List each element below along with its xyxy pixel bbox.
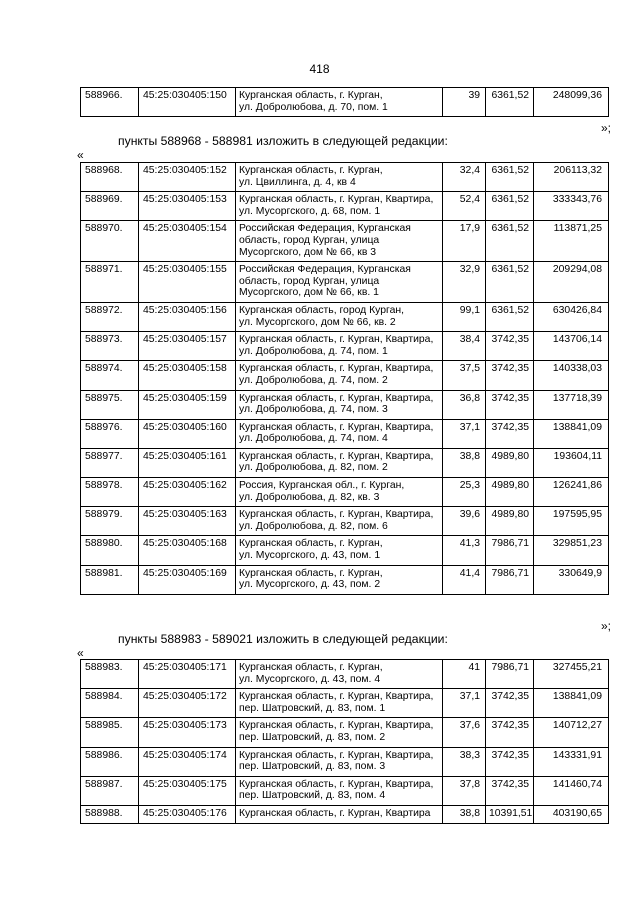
area-cell: 41,3: [443, 536, 486, 565]
value-cell: 137718,39: [534, 390, 609, 419]
address-line: Российская Федерация, Курганская: [239, 223, 411, 235]
value-cell: 248099,36: [534, 88, 609, 117]
value-cell: 138841,09: [534, 689, 609, 718]
rate-cell: 3742,35: [486, 390, 534, 419]
address-line: Курганская область, город Курган,: [239, 304, 404, 316]
address-cell: [236, 805, 443, 823]
cadastral-number-cell: 45:25:030405:150: [139, 88, 236, 117]
item-number-cell: 588971.: [81, 262, 139, 303]
area-cell: 38,8: [443, 805, 486, 823]
table-row: [81, 192, 609, 221]
item-number-cell: 588984.: [81, 689, 139, 718]
address-line: Курганская область, г. Курган, Квартира,: [239, 691, 434, 703]
table-row: [81, 776, 609, 805]
address-line: ул. Добролюбова, д. 70, пом. 1: [239, 101, 388, 113]
area-cell: 37,1: [443, 419, 486, 448]
address-cell: [236, 718, 443, 747]
cadastral-number-cell: 45:25:030405:162: [139, 478, 236, 507]
address-cell: [236, 747, 443, 776]
address-line: пер. Шатровский, д. 83, пом. 3: [239, 761, 386, 773]
address-line: ул. Добролюбова, д. 82, кв. 3: [239, 491, 380, 503]
address-line: Курганская область, г. Курган, Квартира,: [239, 778, 434, 790]
item-number-cell: 588980.: [81, 536, 139, 565]
address-cell: [236, 361, 443, 390]
address-cell: [236, 390, 443, 419]
item-number-cell: 588981.: [81, 565, 139, 594]
item-number-cell: 588979.: [81, 507, 139, 536]
address-cell: [236, 88, 443, 117]
page-number: 418: [309, 62, 330, 76]
cadastral-number-cell: 45:25:030405:163: [139, 507, 236, 536]
rate-cell: 6361,52: [486, 221, 534, 262]
address-cell: [236, 776, 443, 805]
cadastral-number-cell: 45:25:030405:153: [139, 192, 236, 221]
item-number-cell: 588988.: [81, 805, 139, 823]
table-row: [81, 419, 609, 448]
address-line: Курганская область, г. Курган,: [239, 165, 383, 176]
address-line: Курганская область, г. Курган, Квартира,: [239, 421, 434, 433]
address-line: ул. Добролюбова, д. 82, пом. 2: [239, 462, 388, 474]
cadastral-number-cell: 45:25:030405:156: [139, 302, 236, 331]
cadastral-number-cell: 45:25:030405:158: [139, 361, 236, 390]
address-line: Мусоргского, дом № 66, кв 3: [239, 246, 377, 258]
table-row: [81, 805, 609, 823]
address-cell: [236, 332, 443, 361]
item-number-cell: 588978.: [81, 478, 139, 507]
cadastral-number-cell: 45:25:030405:173: [139, 718, 236, 747]
area-cell: 38,4: [443, 332, 486, 361]
area-cell: 38,8: [443, 448, 486, 477]
rate-cell: 6361,52: [486, 163, 534, 192]
rate-cell: 6361,52: [486, 262, 534, 303]
value-cell: 333343,76: [534, 192, 609, 221]
item-number-cell: 588968.: [81, 163, 139, 192]
area-cell: 37,5: [443, 361, 486, 390]
cadastral-number-cell: 45:25:030405:169: [139, 565, 236, 594]
table-row: [81, 221, 609, 262]
address-line: область, город Курган, улица: [239, 275, 380, 287]
value-cell: 209294,08: [534, 262, 609, 303]
register-table-middle: [80, 162, 609, 595]
cadastral-number-cell: 45:25:030405:172: [139, 689, 236, 718]
area-cell: 41,4: [443, 565, 486, 594]
address-line: ул. Добролюбова, д. 74, пом. 1: [239, 345, 388, 357]
address-cell: [236, 478, 443, 507]
address-cell: [236, 565, 443, 594]
area-cell: 37,1: [443, 689, 486, 718]
address-line: область, город Курган, улица: [239, 234, 380, 246]
table-row: [81, 660, 609, 689]
address-line: Мусоргского, дом № 66, кв. 1: [239, 287, 379, 299]
rate-cell: 6361,52: [486, 302, 534, 331]
table-row: [81, 302, 609, 331]
address-cell: [236, 507, 443, 536]
address-line: Россия, Курганская обл., г. Курган,: [239, 480, 405, 492]
area-cell: 37,6: [443, 718, 486, 747]
address-line: ул. Мусоргского, д. 43, пом. 1: [239, 550, 381, 562]
address-cell: [236, 302, 443, 331]
address-line: Курганская область, г. Курган, Квартира,: [239, 334, 434, 346]
area-cell: 39: [443, 88, 486, 117]
area-cell: 39,6: [443, 507, 486, 536]
rate-cell: 10391,51: [486, 805, 534, 823]
area-cell: 99,1: [443, 302, 486, 331]
item-number-cell: 588976.: [81, 419, 139, 448]
address-line: ул. Цвиллинга, д. 4, кв 4: [239, 176, 356, 188]
area-cell: 32,4: [443, 163, 486, 192]
rate-cell: 3742,35: [486, 332, 534, 361]
value-cell: 403190,65: [534, 805, 609, 823]
address-line: ул. Мусоргского, дом № 66, кв. 2: [239, 316, 396, 328]
cadastral-number-cell: 45:25:030405:155: [139, 262, 236, 303]
address-line: ул. Добролюбова, д. 74, пом. 3: [239, 404, 388, 416]
address-cell: [236, 660, 443, 689]
address-line: пер. Шатровский, д. 83, пом. 2: [239, 731, 386, 743]
table-row: [81, 689, 609, 718]
rate-cell: 3742,35: [486, 419, 534, 448]
address-line: Курганская область, г. Курган, Квартира,: [239, 392, 434, 404]
value-cell: 141460,74: [534, 776, 609, 805]
item-number-cell: 588969.: [81, 192, 139, 221]
rate-cell: 7986,71: [486, 660, 534, 689]
value-cell: 143706,14: [534, 332, 609, 361]
item-number-cell: 588970.: [81, 221, 139, 262]
opening-quote: «: [77, 646, 84, 660]
item-number-cell: 588987.: [81, 776, 139, 805]
item-number-cell: 588972.: [81, 302, 139, 331]
area-cell: 52,4: [443, 192, 486, 221]
rate-cell: 4989,80: [486, 448, 534, 477]
item-number-cell: 588966.: [81, 88, 139, 117]
address-line: Курганская область, г. Курган, Квартира,: [239, 194, 434, 206]
item-number-cell: 588974.: [81, 361, 139, 390]
value-cell: 329851,23: [534, 536, 609, 565]
rate-cell: 6361,52: [486, 88, 534, 117]
table-row: [81, 536, 609, 565]
cadastral-number-cell: 45:25:030405:159: [139, 390, 236, 419]
value-cell: 138841,09: [534, 419, 609, 448]
address-line: ул. Мусоргского, д. 68, пом. 1: [239, 205, 381, 217]
table-row: [81, 390, 609, 419]
address-line: пер. Шатровский, д. 83, пом. 4: [239, 790, 386, 802]
rate-cell: 7986,71: [486, 536, 534, 565]
value-cell: 140712,27: [534, 718, 609, 747]
cadastral-number-cell: 45:25:030405:175: [139, 776, 236, 805]
address-line: Курганская область, г. Курган,: [239, 567, 383, 579]
cadastral-number-cell: 45:25:030405:160: [139, 419, 236, 448]
area-cell: 37,8: [443, 776, 486, 805]
address-cell: [236, 448, 443, 477]
address-cell: [236, 536, 443, 565]
address-line: Курганская область, г. Курган, Квартира: [239, 807, 431, 819]
amendment-instruction: пункты 588968 - 588981 изложить в следующей редакции:: [118, 134, 448, 148]
table-row: [81, 163, 609, 192]
value-cell: 630426,84: [534, 302, 609, 331]
address-line: Российская Федерация, Курганская: [239, 264, 411, 276]
table-row: [81, 507, 609, 536]
table-row: [81, 361, 609, 390]
cadastral-number-cell: 45:25:030405:157: [139, 332, 236, 361]
item-number-cell: 588985.: [81, 718, 139, 747]
area-cell: 38,3: [443, 747, 486, 776]
address-cell: [236, 689, 443, 718]
value-cell: 113871,25: [534, 221, 609, 262]
amendment-instruction: пункты 588983 - 589021 изложить в следующей редакции:: [118, 632, 448, 646]
address-cell: [236, 262, 443, 303]
cadastral-number-cell: 45:25:030405:154: [139, 221, 236, 262]
table-row: [81, 88, 609, 117]
rate-cell: 4989,80: [486, 478, 534, 507]
area-cell: 36,8: [443, 390, 486, 419]
rate-cell: 6361,52: [486, 192, 534, 221]
item-number-cell: 588975.: [81, 390, 139, 419]
rate-cell: 3742,35: [486, 776, 534, 805]
address-line: Курганская область, г. Курган, Квартира,: [239, 720, 434, 732]
address-line: Курганская область, г. Курган,: [239, 662, 383, 673]
address-line: ул. Добролюбова, д. 82, пом. 6: [239, 520, 388, 532]
address-line: ул. Добролюбова, д. 74, пом. 2: [239, 374, 388, 386]
value-cell: 327455,21: [534, 660, 609, 689]
table-row: [81, 262, 609, 303]
value-cell: 126241,86: [534, 478, 609, 507]
address-line: Курганская область, г. Курган,: [239, 90, 383, 101]
area-cell: 32,9: [443, 262, 486, 303]
value-cell: 140338,03: [534, 361, 609, 390]
table-row: [81, 565, 609, 594]
address-line: Курганская область, г. Курган, Квартира,: [239, 363, 434, 375]
rate-cell: 3742,35: [486, 361, 534, 390]
value-cell: 143331,91: [534, 747, 609, 776]
rate-cell: 7986,71: [486, 565, 534, 594]
address-line: пер. Шатровский, д. 83, пом. 1: [239, 702, 386, 714]
cadastral-number-cell: 45:25:030405:168: [139, 536, 236, 565]
rate-cell: 4989,80: [486, 507, 534, 536]
address-cell: [236, 163, 443, 192]
item-number-cell: 588973.: [81, 332, 139, 361]
cadastral-number-cell: 45:25:030405:174: [139, 747, 236, 776]
area-cell: 41: [443, 660, 486, 689]
register-table-top: [80, 87, 609, 117]
rate-cell: 3742,35: [486, 689, 534, 718]
cadastral-number-cell: 45:25:030405:176: [139, 805, 236, 823]
item-number-cell: 588986.: [81, 747, 139, 776]
table-row: [81, 478, 609, 507]
address-cell: [236, 419, 443, 448]
cadastral-number-cell: 45:25:030405:171: [139, 660, 236, 689]
address-line: ул. Добролюбова, д. 74, пом. 4: [239, 433, 388, 445]
cadastral-number-cell: 45:25:030405:152: [139, 163, 236, 192]
address-line: Курганская область, г. Курган, Квартира,: [239, 509, 434, 521]
closing-quote: »;: [600, 619, 611, 633]
table-row: [81, 332, 609, 361]
rate-cell: 3742,35: [486, 747, 534, 776]
address-line: ул. Мусоргского, д. 43, пом. 2: [239, 579, 381, 591]
item-number-cell: 588983.: [81, 660, 139, 689]
area-cell: 25,3: [443, 478, 486, 507]
register-table-bottom: [80, 659, 609, 824]
value-cell: 330649,9: [534, 565, 609, 594]
address-cell: [236, 221, 443, 262]
table-row: [81, 747, 609, 776]
table-row: [81, 448, 609, 477]
address-line: Курганская область, г. Курган, Квартира,: [239, 749, 434, 761]
rate-cell: 3742,35: [486, 718, 534, 747]
address-line: ул. Мусоргского, д. 43, пом. 4: [239, 673, 381, 685]
cadastral-number-cell: 45:25:030405:161: [139, 448, 236, 477]
closing-quote: »;: [600, 121, 611, 135]
opening-quote: «: [77, 148, 84, 162]
address-line: Курганская область, г. Курган,: [239, 538, 383, 550]
value-cell: 206113,32: [534, 163, 609, 192]
value-cell: 193604,11: [534, 448, 609, 477]
address-cell: [236, 192, 443, 221]
value-cell: 197595,95: [534, 507, 609, 536]
address-line: Курганская область, г. Курган, Квартира,: [239, 450, 434, 462]
table-row: [81, 718, 609, 747]
area-cell: 17,9: [443, 221, 486, 262]
item-number-cell: 588977.: [81, 448, 139, 477]
